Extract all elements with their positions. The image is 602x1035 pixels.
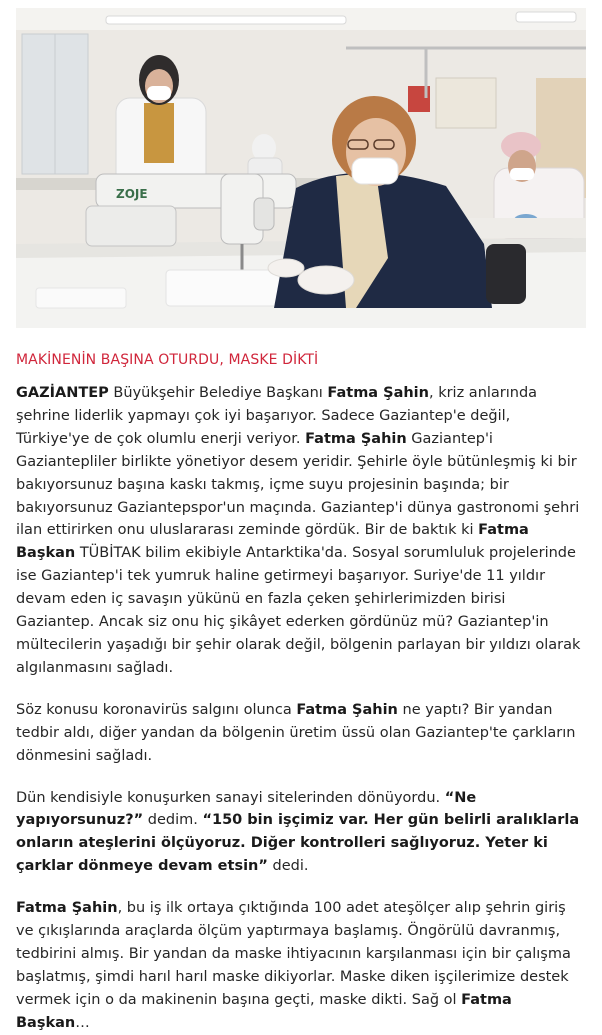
- standing-worker-shirt: [144, 103, 174, 163]
- paragraph-1: [16, 382, 586, 680]
- bold-text: “Ne yapıyorsunuz?”: [16, 789, 477, 829]
- body-text: dedi.: [267, 858, 309, 875]
- body-text: Söz konusu koronavirüs salgını olunca: [16, 701, 297, 718]
- body-text: dedim.: [143, 812, 203, 829]
- body-text: , bu iş ilk ortaya çıktığında 100 adet ateşölçer alıp şehrin giriş ve çıkışlarında araçlarda ölçüm yaptırmaya başlamış. Öngörülü davranmış, tedbirini almış. Bir yandan da maske ihtiyacının karşılanması için bir çalışma başlatmış, şimdi harıl harıl maske dikiyorlar. Maske diken işçilerimize destek vermek için o da makinenin başına geçti, maske dikti. Sağ ol: [16, 900, 571, 1008]
- body-text: Büyükşehir Belediye Başkanı: [108, 385, 328, 401]
- wall-board: [436, 78, 496, 128]
- article-subheading: MAKİNENİN BAŞINA OTURDU, MASKE DİKTİ: [16, 352, 319, 368]
- body-text: TÜBİTAK bilim ekibiyle Antarktika'da. Sosyal sorumluluk projelerinde ise Gaziantep'i tek yumruk haline getirmeyi başarıyor. Suriye'de 11 yıldır devam eden iç savaşın yükünü en fazla çeken şehirlerimizden birisi Gaziantep. Ancak siz onu hiç şikâyet ederken gördünüz mü? Gaziantep'in mültecilerin yaşadığı bir şehir olarak değil, bölgenin parlayan bir yıldızı olarak algılanmasını sağladı.: [16, 545, 581, 676]
- bold-text: Fatma Şahin: [296, 701, 398, 718]
- face-mask: [147, 86, 171, 100]
- body-text: …: [75, 1014, 90, 1031]
- bold-text: Fatma Şahin: [327, 385, 429, 401]
- sewing-workshop-photo: [16, 8, 586, 328]
- bold-text: Fatma Başkan: [16, 522, 529, 562]
- paragraph-2: [16, 699, 586, 768]
- paragraph-3: [16, 787, 586, 879]
- mayor-face-mask: [352, 158, 398, 184]
- bold-text: Fatma Şahin: [16, 900, 118, 917]
- body-text: Gaziantep'i Gaziantepliler birlikte yönetiyor desem yeridir. Şehirle öyle bütünleşmiş ki bir bakıyorsunuz başına kaskı takmış, içme suyu projesinin başında; bir bakıyorsunuz Gaziantepspor'un maçında. Gaziantep'i dünya gastronomi şehri ilan ettirirken onu uluslararası zeminde gördük. Bir de baktık ki: [16, 430, 580, 539]
- news-article: [16, 8, 586, 1035]
- bold-text: GAZİANTEP: [16, 385, 109, 401]
- machine-brand-label: ZOJE: [116, 187, 148, 201]
- glove-hand: [298, 266, 354, 294]
- bold-text: Fatma Şahin: [305, 430, 407, 447]
- paragraph-4: [16, 897, 586, 1034]
- body-text: , kriz anlarında şehrine liderlik yapmayı çok iyi başarıyor. Sadece Gaziantep'e değil, Türkiye'ye de çok olumlu enerji veriyor.: [16, 385, 538, 447]
- ceiling-light-right: [516, 12, 576, 22]
- body-text: ne yaptı? Bir yandan tedbir aldı, diğer yandan da bölgenin üretim üssü olan Gaziantep'te çarkların dönmesini sağladı.: [16, 701, 576, 764]
- ceiling-light: [106, 16, 346, 24]
- body-text: Dün kendisiyle konuşurken sanayi sitelerinden dönüyordu.: [16, 789, 445, 806]
- bold-text: Fatma Başkan: [16, 991, 512, 1031]
- bold-text: “150 bin işçimiz var. Her gün belirli aralıklarla onların ateşlerini ölçüyoruz. Diğer kontrolleri sağlıyoruz. Yeter ki çarklar dönmeye devam etsin”: [16, 812, 580, 875]
